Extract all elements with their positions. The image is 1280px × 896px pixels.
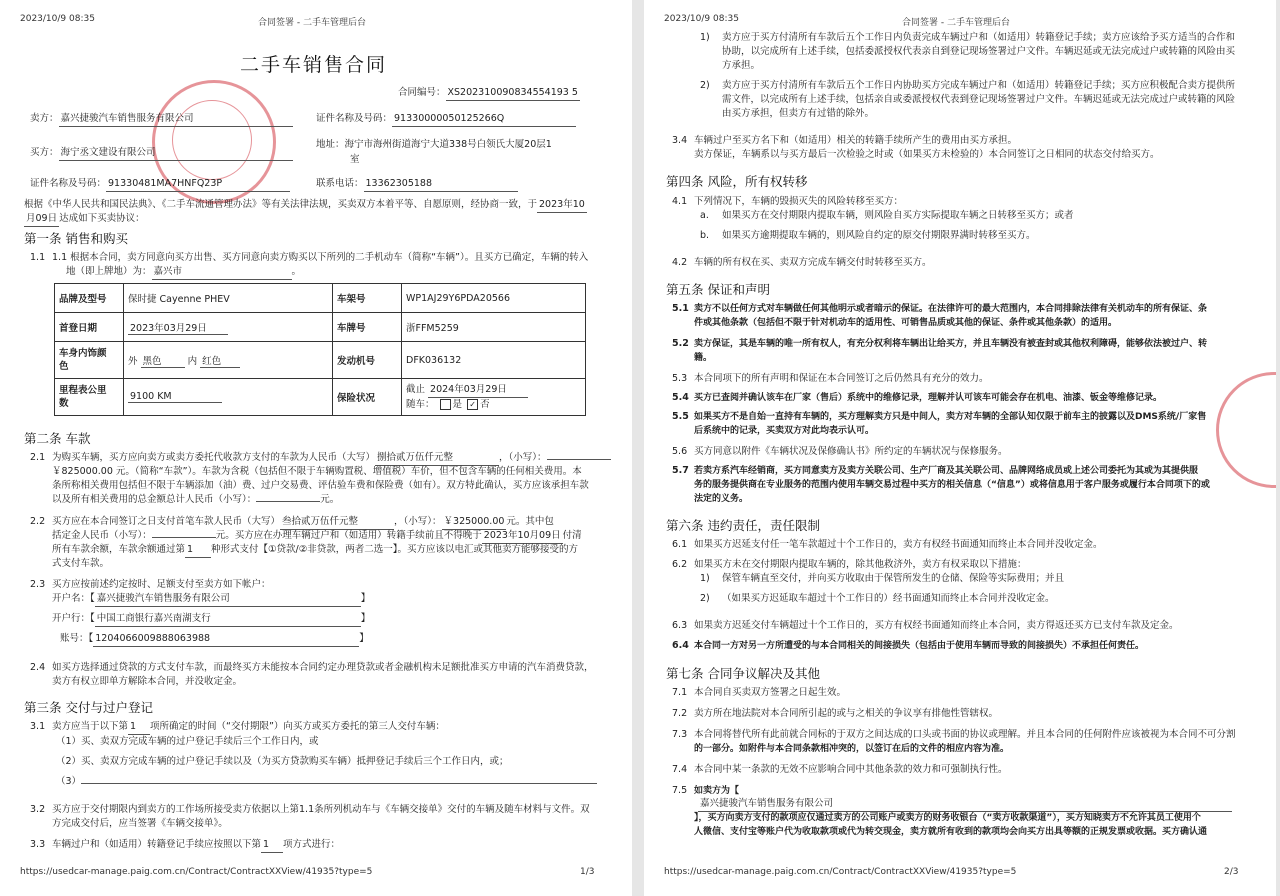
clause-2-2-line-4: 式支付车款。 [52, 558, 110, 569]
contract-page-2 [644, 0, 1276, 896]
section-7-title: 第七条 合同争议解决及其他 [666, 666, 820, 681]
contract-number: XS202310090834554193 5 [446, 86, 580, 101]
clause-7-2-line-1: 卖方所在地法院对本合同所引起的或与之相关的争议享有排他性管辖权。 [694, 708, 999, 719]
clause-7-2-num: 7.2 [672, 708, 688, 719]
footer-page-number: 2/3 [1224, 867, 1239, 877]
clause-3-2-line-2: 方完成交付后，应当签署《车辆交接单》。 [52, 818, 228, 829]
clause-2-4-line-1: 如买方选择通过贷款的方式支付车款，而最终买方未能按本合同约定办理贷款或者金融机构未足额批准买方申请的汽车消费贷款， [52, 662, 594, 673]
buyer-row: 买方： 海宁丞文建设有限公司 [30, 146, 293, 161]
clause-3-3-opt-1-line-2: 协助，以完成所有上述手续，包括委派授权代表亲自到登记现场签署过户文件。车辆迟延或无法完成过户或转籍的风险由买 [722, 46, 1236, 57]
clause-7-3-line-2: 的一部分。如附件与本合同条款相冲突的，以签订在后的文件的相应内容为准。 [694, 744, 1010, 754]
section-4-title: 第四条 风险，所有权转移 [666, 174, 808, 189]
vehicle-engine: DFK036132 [402, 342, 586, 379]
clause-6-2-item-2: （如果买方迟延取车超过十个工作日的）经书面通知而终止本合同并没收定金。 [722, 593, 1055, 604]
clause-3-1-item-3: （3） [56, 775, 597, 789]
clause-5-1-line-1: 卖方不以任何方式对车辆做任何其他明示或者暗示的保证。在法律许可的最大范围内，本合同排除法律有关机动车的所有保证、条 [694, 304, 1208, 314]
header-title: 合同签署 - 二手车管理后台 [258, 18, 366, 28]
clause-5-1-line-2: 件或其他条款（包括但不限于针对机动车的适用性、可销售品质或其他的保证、条件或其他条款）的适用。 [694, 318, 1118, 328]
clause-2-4-line-2: 卖方有权立即单方解除本合同，并没收定金。 [52, 676, 243, 687]
clause-3-3-opt-2-line-2: 需文件，以完成所有上述手续，包括亲自或委派授权代表到登记现场签署过户文件。车辆迟延或无法完成过户或转籍的风险 [722, 94, 1236, 105]
deposit-in-words: 叁拾贰万伍仟元整 [280, 515, 394, 530]
clause-4-2-line-1: 车辆的所有权在买、卖双方完成车辆交付时转移至买方。 [694, 257, 932, 268]
clause-4-1-b-num: b. [700, 230, 710, 241]
clause-2-3-num: 2.3 [30, 579, 46, 590]
clause-2-2-line-1: 买方应在本合同签订之日支付首笔车款人民币（大写） 叁拾贰万伍仟元整 ，（小写）： ￥325000.00 元。其中包 [52, 515, 554, 530]
clause-5-6-line-1: 买方同意以附件《车辆状况及保修确认书》所约定的车辆状况与保修服务。 [694, 446, 1008, 457]
clause-6-3-num: 6.3 [672, 620, 688, 631]
clause-6-2-item-1: 保管车辆直至交付，并向买方收取由于保管所发生的仓储、保险等实际费用；并且 [722, 573, 1065, 584]
section-5-title: 第五条 保证和声明 [666, 282, 770, 297]
clause-3-3-opt-1-num: 1) [700, 32, 710, 43]
buyer-id: 91330481MA7HNFQ23P [106, 177, 290, 192]
section-1-title: 第一条 销售和购买 [24, 231, 128, 246]
clause-5-4-num: 5.4 [672, 392, 689, 403]
header-datetime: 2023/10/9 08:35 [664, 14, 739, 24]
vehicle-brand: 保时捷 Cayenne PHEV [124, 284, 333, 313]
contract-title: 二手车销售合同 [240, 54, 388, 76]
clause-5-1-num: 5.1 [672, 303, 689, 314]
clause-3-4-line-2: 卖方保证，车辆系以与买方最后一次检验之时或（如果买方未检验的）本合同签订之日相同的状态交付给买方。 [694, 149, 1160, 160]
clause-2-4-num: 2.4 [30, 662, 46, 673]
buyer-address: 海宁市海州街道海宁大道338号白领氏大厦20层1 [344, 139, 552, 150]
clause-4-1-a-num: a. [700, 210, 709, 221]
clause-6-4-num: 6.4 [672, 640, 689, 651]
company-seal-partial [1216, 372, 1276, 488]
clause-5-2-line-2: 籍。 [694, 353, 713, 363]
vehicle-mileage: 9100 KM [128, 391, 222, 403]
clause-5-7-num: 5.7 [672, 465, 689, 476]
clause-5-7-line-2: 务的服务提供商在专业服务的范围内使用车辆交易过程中买方的相关信息（“信息”）或将信息用于客户服务或履行本合同项下的或 [694, 480, 1210, 490]
intro-line-1: 根据《中华人民共和国民法典》、《二手车流通管理办法》等有关法律法规，买卖双方本着平等、自愿原则，经协商一致，于 2023年10 [24, 198, 587, 213]
account-number-row: 账号：【 1204066009888063988 】 [60, 632, 369, 647]
clause-4-1-line-1: 下列情况下，车辆的毁损灭失的风险转移至买方： [694, 196, 904, 207]
clause-5-4-line-1: 买方已查阅并确认该车在厂家（售后）系统中的维修记录，理解并认可该车可能会存在机电、油漆、钣金等维修记录。 [694, 393, 1163, 403]
clause-3-4-line-1: 车辆过户至买方名下和（如适用）相关的转籍手续所产生的费用由买方承担。 [694, 135, 1018, 146]
vehicle-info-table: 品牌及型号 保时捷 Cayenne PHEV 车架号 WP1AJ29Y6PDA20566 首登日期 2023年03月29日 车牌号 浙FFM5259 车身内饰颜 色 外 黑色 内 红色 发动机号 DFK036132 里程表公里 数 9100 KM 保险状况 截止 2024年03月29日 随车： 是 ✓ 否 [54, 283, 586, 416]
account-bank: 中国工商银行嘉兴南湖支行 [95, 612, 361, 627]
clause-1-1-line-2: 地（即上牌地）为： 嘉兴市 。 [66, 265, 301, 280]
clause-2-2-line-3: 所有车款余额，车款余额通过第 1 种形式支付【①贷款/②非贷款，两者二选一】。买方应该以电汇或其他卖方能够接受的方 [52, 543, 578, 558]
section-2-title: 第二条 车款 [24, 431, 91, 446]
contract-page-1 [0, 0, 632, 896]
intro-line-2: 月09日 达成如下买卖协议： [24, 212, 145, 227]
clause-5-2-num: 5.2 [672, 338, 689, 349]
clause-3-2-num: 3.2 [30, 804, 46, 815]
clause-7-5-num: 7.5 [672, 785, 688, 796]
clause-6-2-item-2-num: 2) [700, 593, 710, 604]
clause-7-4-num: 7.4 [672, 764, 688, 775]
clause-2-1-num: 2.1 [30, 452, 46, 463]
clause-2-1-line-1: 为购买车辆，买方应向卖方或卖方委托代收款方支付的车款为人民币（大写） 捌拾贰万伍仟元整 ，（小写）： [52, 451, 611, 466]
seller-id-row: 证件名称及号码： 91330000050125266Q [316, 112, 576, 127]
clause-2-2-line-2: 括定金人民币（小写）： 元。买方应在办理车辆过户和（如适用）转籍手续前且不得晚于 2023年10月09日 付清 [52, 529, 582, 544]
clause-5-7-line-3: 法定的义务。 [694, 494, 749, 504]
seller-company-name: 嘉兴捷骏汽车销售服务有限公司 [698, 797, 1232, 812]
phone-row: 联系电话： 13362305188 [316, 177, 518, 192]
clause-7-5-line-1: 如卖方为【 [694, 786, 740, 796]
header-title: 合同签署 - 二手车管理后台 [902, 18, 1010, 28]
clause-6-3-line-1: 如果卖方迟延交付车辆超过十个工作日的，买方有权经书面通知而终止本合同，卖方得返还买方已支付车款及定金。 [694, 620, 1179, 631]
footer-url[interactable]: https://usedcar-manage.paig.com.cn/Contract/ContractXXView/41935?type=5 [20, 867, 373, 877]
clause-5-3-num: 5.3 [672, 373, 688, 384]
deposit-amount: ￥325000.00 [442, 515, 507, 530]
buyer-id-row: 证件名称及号码： 91330481MA7HNFQ23P [30, 177, 290, 192]
vehicle-plate: 浙FFM5259 [402, 313, 586, 342]
clause-6-2-line-1: 如果买方未在交付期限内提取车辆的，除其他救济外，卖方有权采取以下措施： [694, 559, 1027, 570]
payment-deadline: 2023年10月09日 [482, 529, 563, 544]
clause-3-3-opt-2-num: 2) [700, 80, 710, 91]
account-number: 1204066009888063988 [93, 632, 359, 647]
clause-3-3-opt-2-line-1: 卖方应于买方付清所有车款后五个工作日内协助买方完成车辆过户和（如适用）转籍登记手续；买方应积极配合卖方提供所 [722, 80, 1236, 91]
clause-2-1-line-2: ￥825000.00 元。（简称“车款”）。车款为含税（包括但不限于车辆购置税、增值税）车价，但不包含车辆的任何相关费用。本 [52, 466, 582, 477]
clause-2-1-line-4: 以及所有相关费用的总金额总计人民币（小写）： 元。 [52, 494, 340, 505]
clause-5-7-line-1: 若卖方系汽车经销商，买方同意卖方及卖方关联公司、生产厂商及其关联公司、品牌网络成员或上述公司委托为其或为其提供服 [694, 466, 1199, 476]
clause-7-4-line-1: 本合同中某一条款的无效不应影响合同中其他条款的效力和可强制执行性。 [694, 764, 1008, 775]
vehicle-reg-date: 2023年03月29日 [128, 320, 228, 335]
vehicle-color: 外 黑色 内 红色 [124, 342, 333, 379]
clause-3-4-num: 3.4 [672, 135, 688, 146]
clause-7-5-line-2: 】，买方向卖方支付的款项应仅通过卖方的公司账户或卖方的财务收银台（“卖方收款渠道”），买方知晓卖方不允许其员工使用个 [694, 813, 1201, 823]
clause-4-2-num: 4.2 [672, 257, 688, 268]
clause-2-2-num: 2.2 [30, 516, 46, 527]
clause-5-5-line-1: 如果买方不是自始一直持有车辆的，买方理解卖方只是中间人，卖方对车辆的全部认知仅限于前车主的披露以及DMS系统/厂家售 [694, 412, 1207, 422]
clause-3-3-opt-1-line-1: 卖方应于买方付清所有车款后五个工作日内负责完成车辆过户和（如适用）转籍登记手续；卖方应该给予买方适当的合作和 [722, 32, 1236, 43]
clause-6-1-line-1: 如果买方迟延支付任一笔车款超过十个工作日的，卖方有权经书面通知而终止本合同并没收定金。 [694, 539, 1103, 550]
section-6-title: 第六条 违约责任，责任限制 [666, 518, 820, 533]
clause-3-3-num: 3.3 [30, 839, 46, 850]
insurance-no-checkbox[interactable]: ✓ [467, 399, 478, 410]
clause-5-6-num: 5.6 [672, 446, 688, 457]
buyer-phone: 13362305188 [364, 177, 518, 192]
clause-6-1-num: 6.1 [672, 539, 688, 550]
clause-7-5-line-3: 人微信、支付宝等账户代为收取款项或代为转交现金，卖方就所有收到的款项均会向买方出具等额的正规发票或收据。买方确认通 [694, 827, 1208, 837]
clause-3-1-item-2: （2）买、卖双方完成车辆的过户登记手续以及（为买方贷款购买车辆）抵押登记手续后三个工作日内，或； [56, 756, 509, 767]
account-name: 嘉兴捷骏汽车销售服务有限公司 [95, 592, 361, 607]
clause-7-3-num: 7.3 [672, 729, 688, 740]
clause-6-2-num: 6.2 [672, 559, 688, 570]
clause-2-1-line-3: 条所称相关费用包括但不限于车辆添加（油）费、过户交易费、评估验车费和保险费（如有）。双方特此确认，买方应该承担车款 [52, 480, 589, 491]
clause-3-1-item-1: （1）买、卖双方完成车辆的过户登记手续后三个工作日内，或 [56, 736, 319, 747]
seller-row: 卖方： 嘉兴捷骏汽车销售服务有限公司 [30, 112, 293, 127]
clause-1-1-line-1: 1.1 根据本合同，卖方同意向买方出售、买方同意向卖方购买以下所列的二手机动车（简称“车辆”）。且买方已确定，车辆的转入 [52, 252, 589, 263]
account-name-row: 开户名：【 嘉兴捷骏汽车销售服务有限公司 】 [52, 592, 370, 607]
address-row-2: 室 [350, 154, 360, 165]
clause-6-4-line-1: 本合同一方对另一方所遭受的与本合同相关的间接损失（包括由于使用车辆而导致的间接损失）不承担任何责任。 [694, 641, 1145, 651]
vehicle-insurance: 截止 2024年03月29日 随车： 是 ✓ 否 [402, 379, 586, 416]
clause-4-1-num: 4.1 [672, 196, 688, 207]
clause-4-1-a: 如果买方在交付期限内提取车辆，则风险自买方实际提取车辆之日转移至买方；或者 [722, 210, 1074, 221]
clause-5-3-line-1: 本合同项下的所有声明和保证在本合同签订之后仍然具有充分的效力。 [694, 373, 989, 384]
clause-3-1-line-1: 卖方应当于以下第 1 项所确定的时间（“交付期限”）向买方或买方委托的第三人交付车辆： [52, 720, 445, 735]
footer-url[interactable]: https://usedcar-manage.paig.com.cn/Contract/ContractXXView/41935?type=5 [664, 867, 1017, 877]
vehicle-vin: WP1AJ29Y6PDA20566 [402, 284, 586, 313]
buyer-name: 海宁丞文建设有限公司 [59, 146, 293, 161]
clause-7-3-line-1: 本合同将替代所有此前就合同标的于双方之间达成的口头或书面的协议或理解。并且本合同的任何附件应该被视为本合同不可分割 [694, 729, 1236, 740]
clause-1-1-num: 1.1 [30, 252, 46, 263]
address-row: 地址：海宁市海州街道海宁大道338号白领氏大厦20层1 [316, 139, 552, 150]
header-datetime: 2023/10/9 08:35 [20, 14, 95, 24]
clause-3-3-opt-1-line-3: 方承担。 [722, 60, 761, 71]
clause-3-3-line-1: 车辆过户和（如适用）转籍登记手续应按照以下第 1 项方式进行： [52, 838, 340, 853]
seller-id: 91330000050125266Q [392, 112, 576, 127]
seller-name: 嘉兴捷骏汽车销售服务有限公司 [59, 112, 293, 127]
clause-3-1-num: 3.1 [30, 721, 46, 732]
clause-2-3-line-1: 买方应按前述约定按时、足额支付至卖方如下帐户： [52, 579, 271, 590]
footer-page-number: 1/3 [580, 867, 595, 877]
account-bank-row: 开户行：【 中国工商银行嘉兴南湖支行 】 [52, 612, 370, 627]
clause-6-2-item-1-num: 1) [700, 573, 710, 584]
insurance-yes-checkbox[interactable] [440, 399, 451, 410]
clause-5-2-line-1: 卖方保证，其是车辆的唯一所有权人，有充分权利将车辆出让给买方，并且车辆没有被查封或其他权利障碍，能够依法被过户、转 [694, 339, 1208, 349]
section-3-title: 第三条 交付与过户登记 [24, 700, 153, 715]
clause-3-3-opt-2-line-3: 由买方承担，但卖方有过错的除外。 [722, 108, 875, 119]
clause-4-1-b: 如果买方逾期提取车辆的，则风险自约定的原交付期限界满时转移至买方。 [722, 230, 1036, 241]
clause-5-5-line-2: 后系统中的记录，买卖双方对此均表示认可。 [694, 426, 875, 436]
contract-number-row: 合同编号： XS202310090834554193 5 [398, 86, 580, 101]
clause-7-1-line-1: 本合同自买卖双方签署之日起生效。 [694, 687, 847, 698]
clause-5-5-num: 5.5 [672, 411, 689, 422]
clause-3-2-line-1: 买方应于交付期限内到卖方的工作场所接受卖方依据以上第1.1条所列机动车与《车辆交接单》交付的车辆及随车材料与文件。双 [52, 804, 590, 815]
price-in-words: 捌拾贰万伍仟元整 [375, 451, 499, 466]
clause-7-5-company [698, 797, 1232, 812]
clause-7-1-num: 7.1 [672, 687, 688, 698]
